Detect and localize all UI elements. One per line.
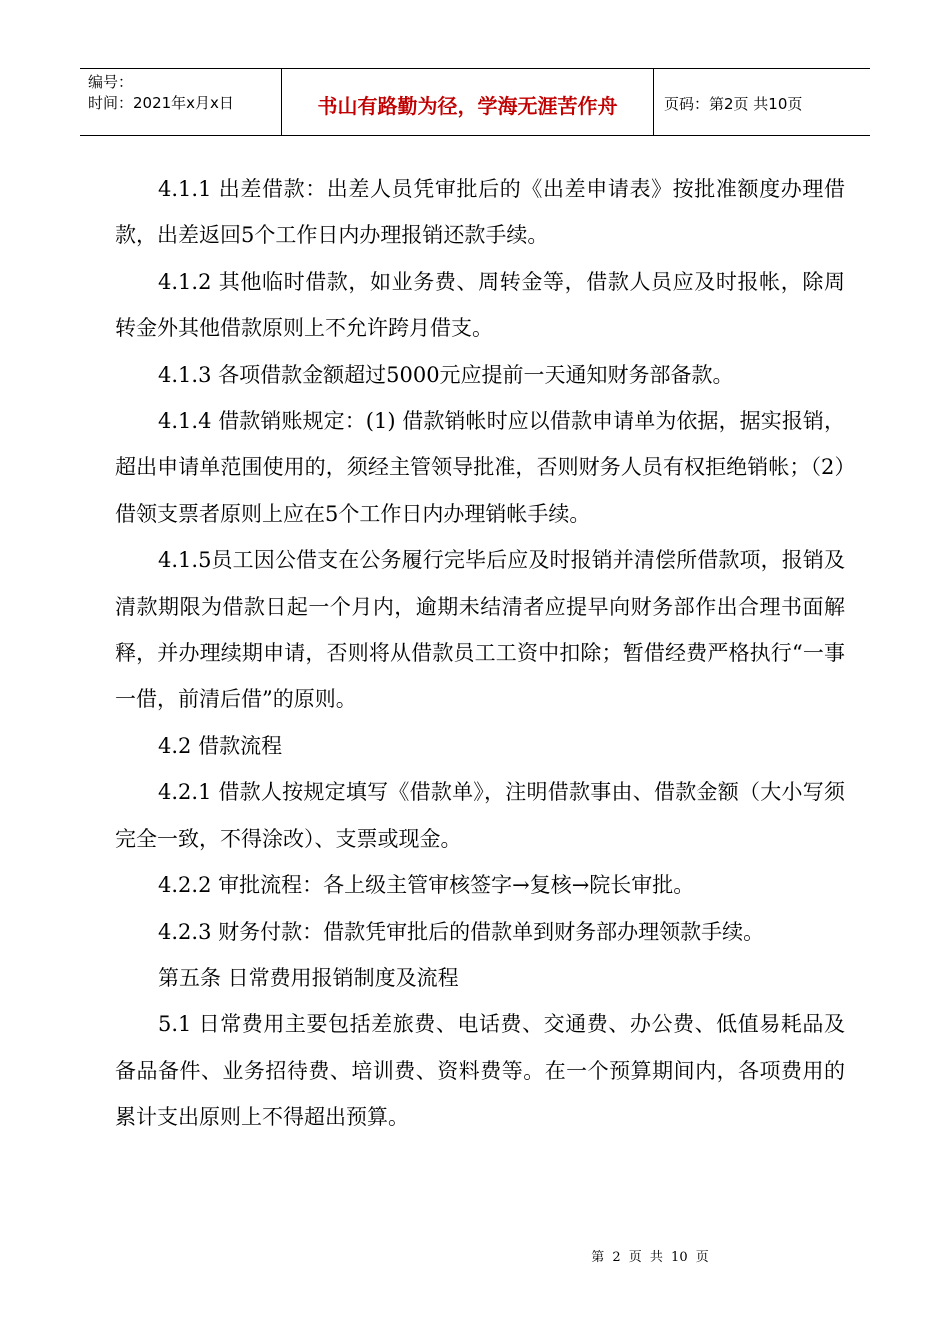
paragraph-4-1-3: 4.1.3 各项借款金额超过5000元应提前一天通知财务部备款。	[158, 362, 734, 387]
paragraph-4-2-3: 4.2.3 财务付款：借款凭审批后的借款单到财务部办理领款手续。	[158, 919, 765, 944]
paragraph-4-1-5: 4.1.5员工因公借支在公务履行完毕后应及时报销并清偿所借款项，报销及清款期限为借款日起一个月内，逾期未结清者应提早向财务部作出合理书面解释，并办理续期申请，否则将从借款员工工资中扣除；暂借经费严格执行“一事一借，前清后借”的原则。	[115, 548, 845, 712]
paragraph-5-1: 5.1 日常费用主要包括差旅费、电话费、交通费、办公费、低值易耗品及备品备件、业务招待费、培训费、资料费等。在一个预算期间内，各项费用的累计支出原则上不得超出预算。	[115, 1012, 845, 1130]
header-meta	[80, 69, 282, 135]
page-header	[80, 68, 870, 136]
document-body	[115, 166, 845, 1141]
header-page-info: 页码：第2页 共10页	[664, 94, 803, 113]
section-heading-4-2: 4.2 借款流程	[158, 733, 283, 758]
document-time: 时间：2021年x月x日	[88, 94, 234, 112]
header-motto: 书山有路勤为径，学海无涯苦作舟	[282, 69, 654, 135]
paragraph-4-2-2: 4.2.2 审批流程：各上级主管审核签字→复核→院长审批。	[158, 873, 695, 898]
paragraph-4-1-1: 4.1.1 出差借款：出差人员凭审批后的《出差申请表》按批准额度办理借款，出差返回5个工作日内办理报销还款手续。	[115, 177, 845, 248]
article-heading-5: 第五条 日常费用报销制度及流程	[158, 965, 459, 990]
paragraph-4-1-4: 4.1.4 借款销账规定：(1) 借款销帐时应以借款申请单为依据，据实报销，超出申请单范围使用的，须经主管领导批准，否则财务人员有权拒绝销帐；（2）借领支票者原则上应在5个工作日内办理销帐手续。	[115, 409, 845, 526]
paragraph-4-2-1: 4.2.1 借款人按规定填写《借款单》，注明借款事由、借款金额（大小写须完全一致，不得涂改）、支票或现金。	[115, 780, 845, 851]
page-footer: 第 2 页 共 10 页	[591, 1250, 709, 1265]
document-number: 编号：	[88, 73, 134, 91]
paragraph-4-1-2: 4.1.2 其他临时借款，如业务费、周转金等，借款人员应及时报帐，除周转金外其他借款原则上不允许跨月借支。	[115, 269, 845, 341]
